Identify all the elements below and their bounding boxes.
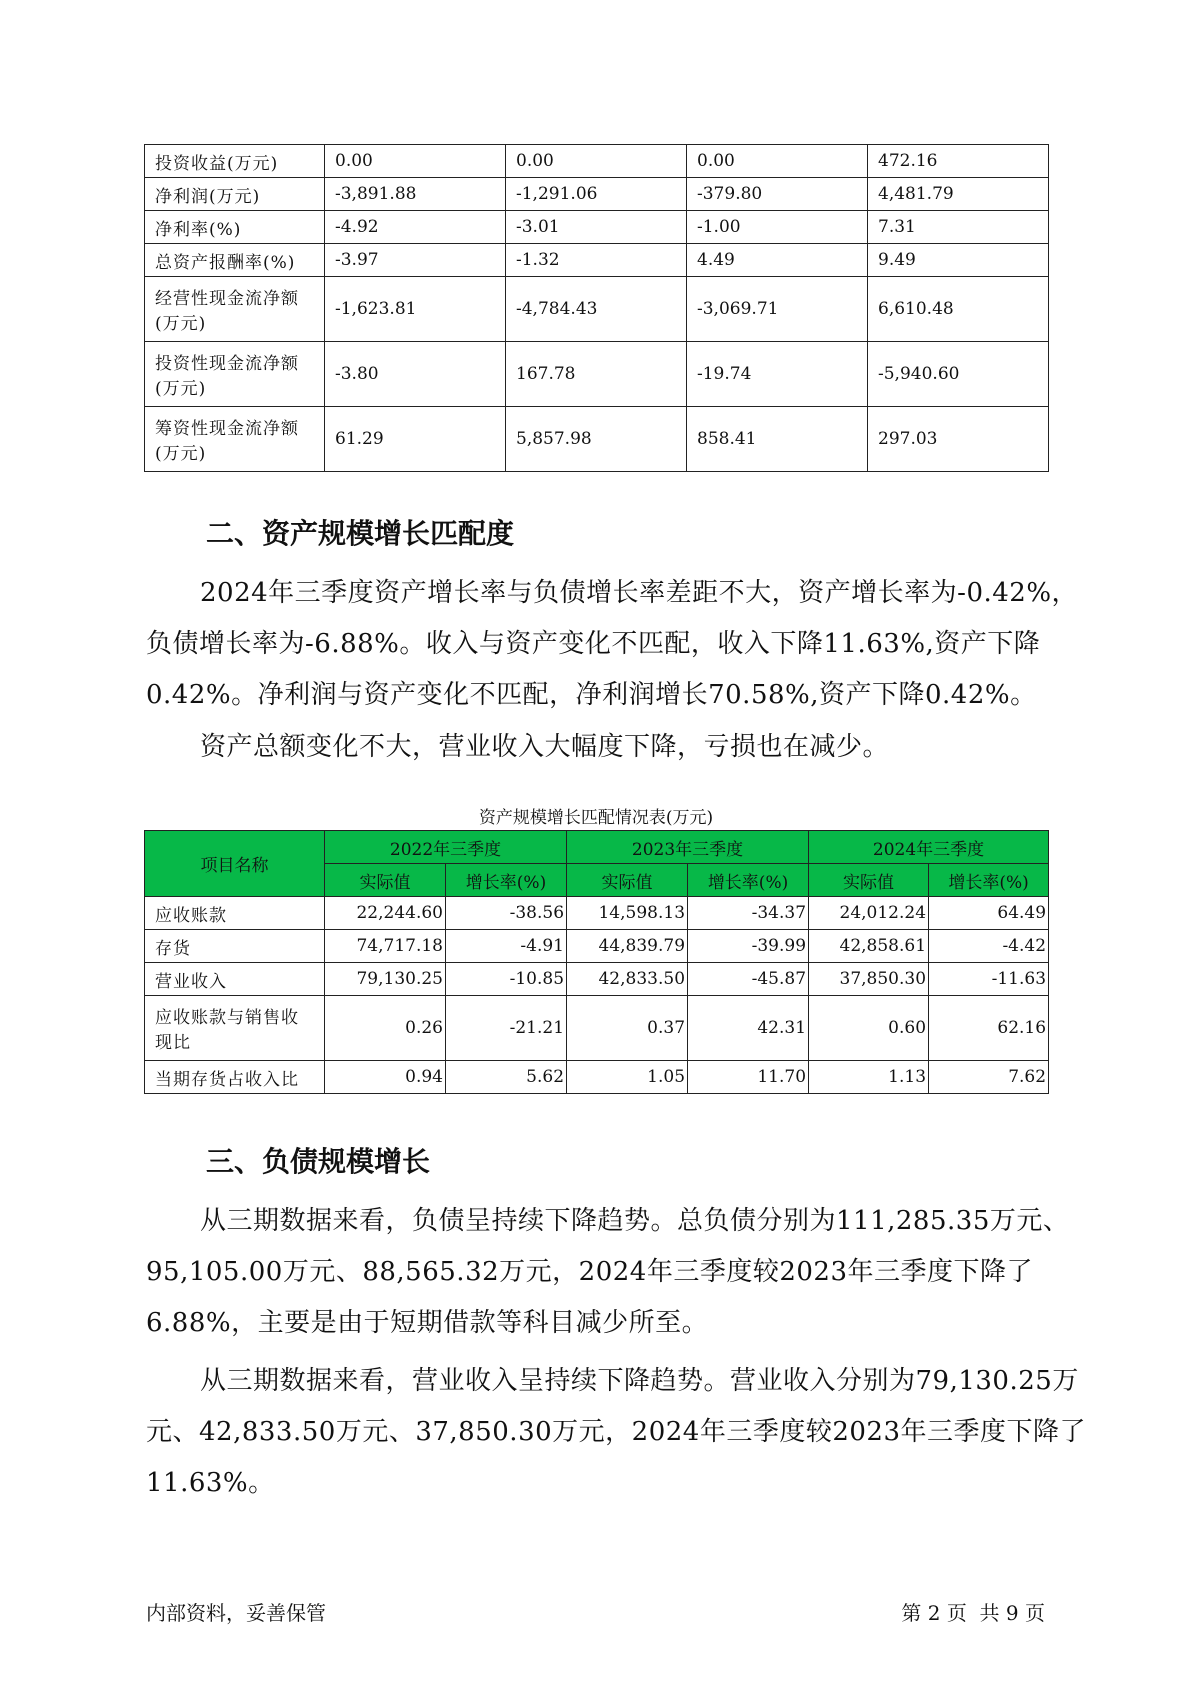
cell-value: 472.16 bbox=[868, 145, 1049, 178]
cell-value: 64.49 bbox=[929, 897, 1049, 930]
cell-value: -1.32 bbox=[506, 244, 687, 277]
cell-value: -34.37 bbox=[688, 897, 809, 930]
table-row bbox=[145, 244, 1049, 277]
table-row bbox=[145, 930, 1049, 963]
cell-value: 5,857.98 bbox=[506, 407, 687, 472]
cell-value: 79,130.25 bbox=[325, 963, 446, 996]
table-row bbox=[145, 897, 1049, 930]
footer-confidential: 内部资料，妥善保管 bbox=[146, 1601, 326, 1625]
sub-header-actual: 实际值 bbox=[809, 864, 929, 897]
cell-value: 7.31 bbox=[868, 211, 1049, 244]
cell-value: -38.56 bbox=[446, 897, 567, 930]
cell-value: 1.05 bbox=[567, 1061, 688, 1094]
cell-value: 42,858.61 bbox=[809, 930, 929, 963]
cell-value: 0.00 bbox=[687, 145, 868, 178]
footer-page-number: 第 2 页 共 9 页 bbox=[901, 1601, 1045, 1625]
table-row bbox=[145, 1061, 1049, 1094]
cell-value: -39.99 bbox=[688, 930, 809, 963]
period-header: 2024年三季度 bbox=[809, 831, 1049, 864]
sub-header-actual: 实际值 bbox=[567, 864, 688, 897]
table-row bbox=[145, 211, 1049, 244]
table-row bbox=[145, 178, 1049, 211]
cell-value: -19.74 bbox=[687, 342, 868, 407]
cell-value: 14,598.13 bbox=[567, 897, 688, 930]
period-header: 2022年三季度 bbox=[325, 831, 567, 864]
paragraph: 2024年三季度资产增长率与负债增长率差距不大，资产增长率为-0.42%，负债增长率为-6.88%。收入与资产变化不匹配，收入下降11.63%,资产下降0.42%。净利润与资产变化不匹配，净利润增长70.58%,资产下降0.42%。 bbox=[146, 578, 1079, 710]
cell-value: -5,940.60 bbox=[868, 342, 1049, 407]
cell-value: -21.21 bbox=[446, 996, 567, 1061]
section-heading: 二、资产规模增长匹配度 bbox=[206, 517, 515, 550]
cell-value: 6,610.48 bbox=[868, 277, 1049, 342]
cell-value: 42.31 bbox=[688, 996, 809, 1061]
cell-value: -3.01 bbox=[506, 211, 687, 244]
table-row bbox=[145, 963, 1049, 996]
row-label: 净利润(万元) bbox=[145, 178, 325, 211]
column-header: 项目名称 bbox=[145, 831, 325, 897]
cell-value: 0.37 bbox=[567, 996, 688, 1061]
sub-header-actual: 实际值 bbox=[325, 864, 446, 897]
cell-value: -3.80 bbox=[325, 342, 506, 407]
paragraph: 从三期数据来看，负债呈持续下降趋势。总负债分别为111,285.35万元、95,105.00万元、88,565.32万元，2024年三季度较2023年三季度下降了6.88%，主要是由于短期借款等科目减少所至。 bbox=[146, 1206, 1070, 1338]
table-row bbox=[145, 277, 1049, 342]
cell-value: 9.49 bbox=[868, 244, 1049, 277]
cell-value: -1,623.81 bbox=[325, 277, 506, 342]
cell-value: 61.29 bbox=[325, 407, 506, 472]
cell-value: -45.87 bbox=[688, 963, 809, 996]
cell-value: -379.80 bbox=[687, 178, 868, 211]
cell-value: 0.00 bbox=[325, 145, 506, 178]
cell-value: 62.16 bbox=[929, 996, 1049, 1061]
cell-value: 37,850.30 bbox=[809, 963, 929, 996]
row-label: 当期存货占收入比 bbox=[145, 1061, 325, 1094]
paragraph: 资产总额变化不大，营业收入大幅度下降，亏损也在减少。 bbox=[200, 732, 890, 762]
table-row bbox=[145, 145, 1049, 178]
row-label: 应收账款 bbox=[145, 897, 325, 930]
cell-value: 42,833.50 bbox=[567, 963, 688, 996]
cell-value: -10.85 bbox=[446, 963, 567, 996]
table-row bbox=[145, 996, 1049, 1061]
table-row bbox=[145, 407, 1049, 472]
cell-value: -4.92 bbox=[325, 211, 506, 244]
cell-value: -1.00 bbox=[687, 211, 868, 244]
cell-value: 0.60 bbox=[809, 996, 929, 1061]
table-row bbox=[145, 342, 1049, 407]
cell-value: 4,481.79 bbox=[868, 178, 1049, 211]
cell-value: 167.78 bbox=[506, 342, 687, 407]
cell-value: 74,717.18 bbox=[325, 930, 446, 963]
sub-header-growth: 增长率(%) bbox=[688, 864, 809, 897]
row-label: 经营性现金流净额(万元) bbox=[145, 277, 325, 342]
row-label: 总资产报酬率(%) bbox=[145, 244, 325, 277]
cell-value: -4.91 bbox=[446, 930, 567, 963]
cell-value: -1,291.06 bbox=[506, 178, 687, 211]
row-label: 应收账款与销售收现比 bbox=[145, 996, 325, 1061]
header-row bbox=[145, 831, 1049, 864]
cell-value: -4.42 bbox=[929, 930, 1049, 963]
cell-value: 0.00 bbox=[506, 145, 687, 178]
sub-header-growth: 增长率(%) bbox=[446, 864, 567, 897]
cell-value: -3.97 bbox=[325, 244, 506, 277]
cell-value: -11.63 bbox=[929, 963, 1049, 996]
cell-value: -4,784.43 bbox=[506, 277, 687, 342]
cell-value: 4.49 bbox=[687, 244, 868, 277]
cell-value: -3,069.71 bbox=[687, 277, 868, 342]
sub-header-growth: 增长率(%) bbox=[929, 864, 1049, 897]
row-label: 投资收益(万元) bbox=[145, 145, 325, 178]
cell-value: 1.13 bbox=[809, 1061, 929, 1094]
cell-value: 5.62 bbox=[446, 1061, 567, 1094]
table-caption: 资产规模增长匹配情况表(万元) bbox=[478, 808, 714, 828]
asset-growth-table bbox=[144, 830, 1049, 1094]
cell-value: 858.41 bbox=[687, 407, 868, 472]
cell-value: 44,839.79 bbox=[567, 930, 688, 963]
row-label: 投资性现金流净额(万元) bbox=[145, 342, 325, 407]
cell-value: 297.03 bbox=[868, 407, 1049, 472]
cell-value: 0.26 bbox=[325, 996, 446, 1061]
row-label: 营业收入 bbox=[145, 963, 325, 996]
cell-value: 7.62 bbox=[929, 1061, 1049, 1094]
period-header: 2023年三季度 bbox=[567, 831, 809, 864]
row-label: 净利率(%) bbox=[145, 211, 325, 244]
cell-value: 22,244.60 bbox=[325, 897, 446, 930]
row-label: 筹资性现金流净额(万元) bbox=[145, 407, 325, 472]
cell-value: 24,012.24 bbox=[809, 897, 929, 930]
financial-metrics-table bbox=[144, 144, 1049, 472]
paragraph: 从三期数据来看，营业收入呈持续下降趋势。营业收入分别为79,130.25万元、42,833.50万元、37,850.30万元，2024年三季度较2023年三季度下降了11.63%。 bbox=[146, 1366, 1086, 1498]
cell-value: 11.70 bbox=[688, 1061, 809, 1094]
cell-value: 0.94 bbox=[325, 1061, 446, 1094]
row-label: 存货 bbox=[145, 930, 325, 963]
section-heading: 三、负债规模增长 bbox=[206, 1145, 431, 1178]
cell-value: -3,891.88 bbox=[325, 178, 506, 211]
